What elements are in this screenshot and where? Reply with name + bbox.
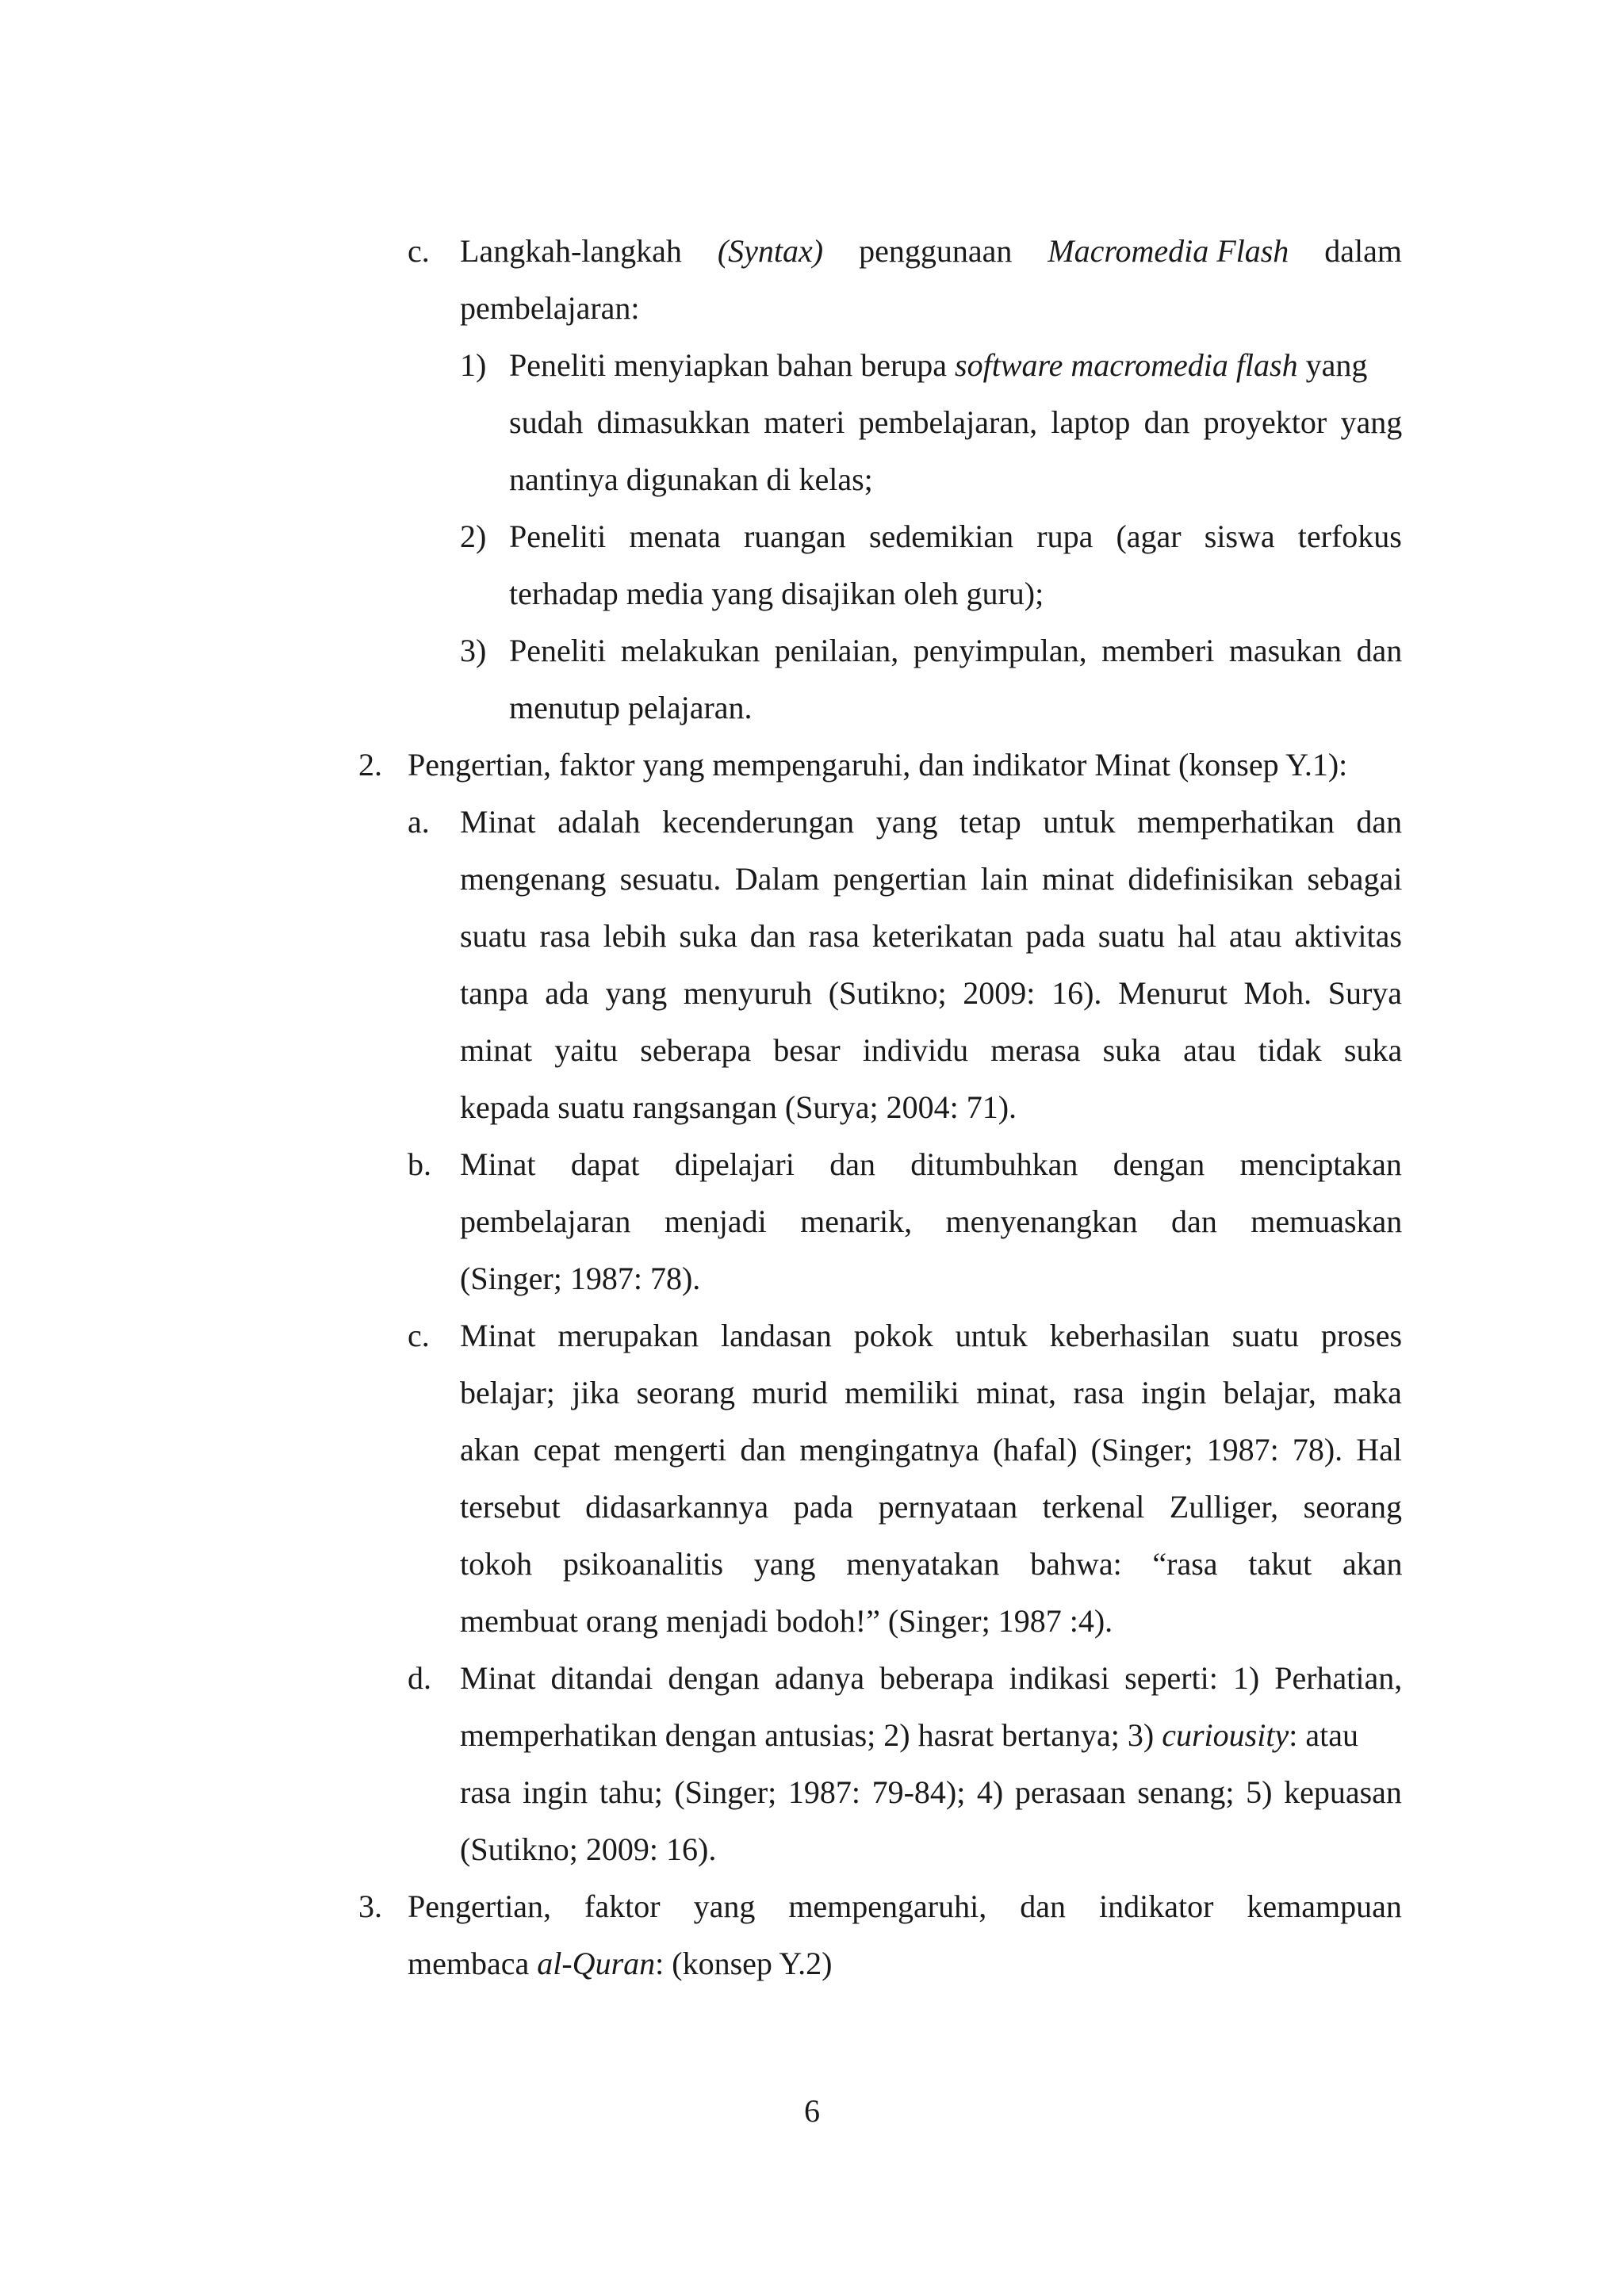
paragraph-line: kepada suatu rangsangan (Surya; 2004: 71). (460, 1089, 1017, 1125)
text-run: dalam (1324, 233, 1402, 269)
text-run: penggunaan (859, 233, 1013, 269)
text-run (718, 235, 823, 267)
paragraph-line: menutup pelajaran. (509, 690, 753, 725)
section-number: 2. (358, 747, 382, 783)
paragraph-line: minat yaitu seberapa besar individu merasa suka atau tidak suka (460, 1032, 1403, 1068)
text-run: Langkah-langkah (460, 233, 682, 269)
section-number: 3. (358, 1888, 382, 1924)
text-run: yang (1305, 347, 1368, 383)
page-number: 6 (804, 2093, 820, 2129)
text-run: memperhatikan dengan antusias; 2) hasrat bertanya; 3) (460, 1717, 1155, 1753)
paragraph-line: suatu rasa lebih suka dan rasa keterikatan pada suatu hal atau aktivitas (460, 918, 1402, 954)
section-heading-line (408, 1948, 832, 1980)
paragraph-line: tanpa ada yang menyuruh (Sutikno; 2009: 16). Menurut Moh. Surya (460, 975, 1403, 1011)
paragraph-line: rasa ingin tahu; (Singer; 1987: 79-84); 4) perasaan senang; 5) kepuasan (460, 1774, 1402, 1810)
paragraph-line: (Sutikno; 2009: 16). (460, 1831, 717, 1867)
item-number: 3) (460, 633, 487, 668)
text-run: : (konsep Y.2) (655, 1946, 833, 1981)
paragraph-line: Minat merupakan landasan pokok untuk keberhasilan suatu proses (460, 1318, 1403, 1353)
paragraph-line: pembelajaran: (460, 290, 640, 326)
paragraph-line: membuat orang menjadi bodoh!” (Singer; 1987 :4). (460, 1603, 1113, 1639)
paragraph-line: Minat ditandai dengan adanya beberapa indikasi seperti: 1) Perhatian, (460, 1660, 1403, 1696)
paragraph-line: tersebut didasarkannya pada pernyataan terkenal Zulliger, seorang (460, 1489, 1403, 1525)
paragraph-line: tokoh psikoanalitis yang menyatakan bahwa: “rasa takut akan (460, 1546, 1403, 1582)
item-label: a. (408, 804, 430, 840)
item-number: 2) (460, 519, 487, 554)
paragraph-line: Minat adalah kecenderungan yang tetap untuk memperhatikan dan (460, 804, 1403, 840)
section-heading: Pengertian, faktor yang mempengaruhi, dan indikator kemampuan (408, 1888, 1402, 1924)
italic-term: (Syntax) (717, 233, 824, 269)
item-number: 1) (460, 347, 487, 383)
paragraph-line: Peneliti melakukan penilaian, penyimpulan, memberi masukan dan (509, 633, 1403, 668)
italic-term: curiousity (1162, 1717, 1289, 1753)
paragraph-line: terhadap media yang disajikan oleh guru); (509, 576, 1044, 611)
paragraph-line: pembelajaran menjadi menarik, menyenangkan dan memuaskan (460, 1203, 1403, 1239)
item-label: b. (408, 1146, 431, 1182)
paragraph-line: belajar; jika seorang murid memiliki minat, rasa ingin belajar, maka (460, 1375, 1402, 1410)
italic-term: al-Quran (537, 1946, 656, 1981)
paragraph-line: Minat dapat dipelajari dan ditumbuhkan dengan menciptakan (460, 1146, 1402, 1182)
paragraph-line: sudah dimasukkan materi pembelajaran, laptop dan proyektor yang (509, 404, 1403, 440)
paragraph-line: Peneliti menata ruangan sedemikian rupa (agar siswa terfokus (509, 519, 1402, 554)
paragraph-line: nantinya digunakan di kelas; (509, 461, 873, 497)
paragraph-line: akan cepat mengerti dan mengingatnya (hafal) (Singer; 1987: 78). Hal (460, 1432, 1403, 1468)
text-run: : atau (1289, 1717, 1358, 1753)
paragraph-line (509, 347, 1402, 383)
italic-term: Macromedia Flash (1048, 233, 1289, 269)
paragraph-line: mengenang sesuatu. Dalam pengertian lain minat didefinisikan sebagai (460, 861, 1403, 897)
item-label: d. (408, 1660, 431, 1696)
paragraph-line (460, 1717, 1358, 1753)
italic-term: software macromedia flash (955, 347, 1298, 383)
text-run: membaca (408, 1946, 530, 1981)
paragraph-line: (Singer; 1987: 78). (460, 1261, 701, 1296)
section-heading: Pengertian, faktor yang mempengaruhi, dan indikator Minat (konsep Y.1): (408, 747, 1348, 783)
text-run: Peneliti menyiapkan bahan berupa (509, 347, 948, 383)
item-label: c. (408, 1318, 430, 1353)
paragraph-line (460, 235, 1402, 267)
item-label: c. (408, 233, 430, 269)
